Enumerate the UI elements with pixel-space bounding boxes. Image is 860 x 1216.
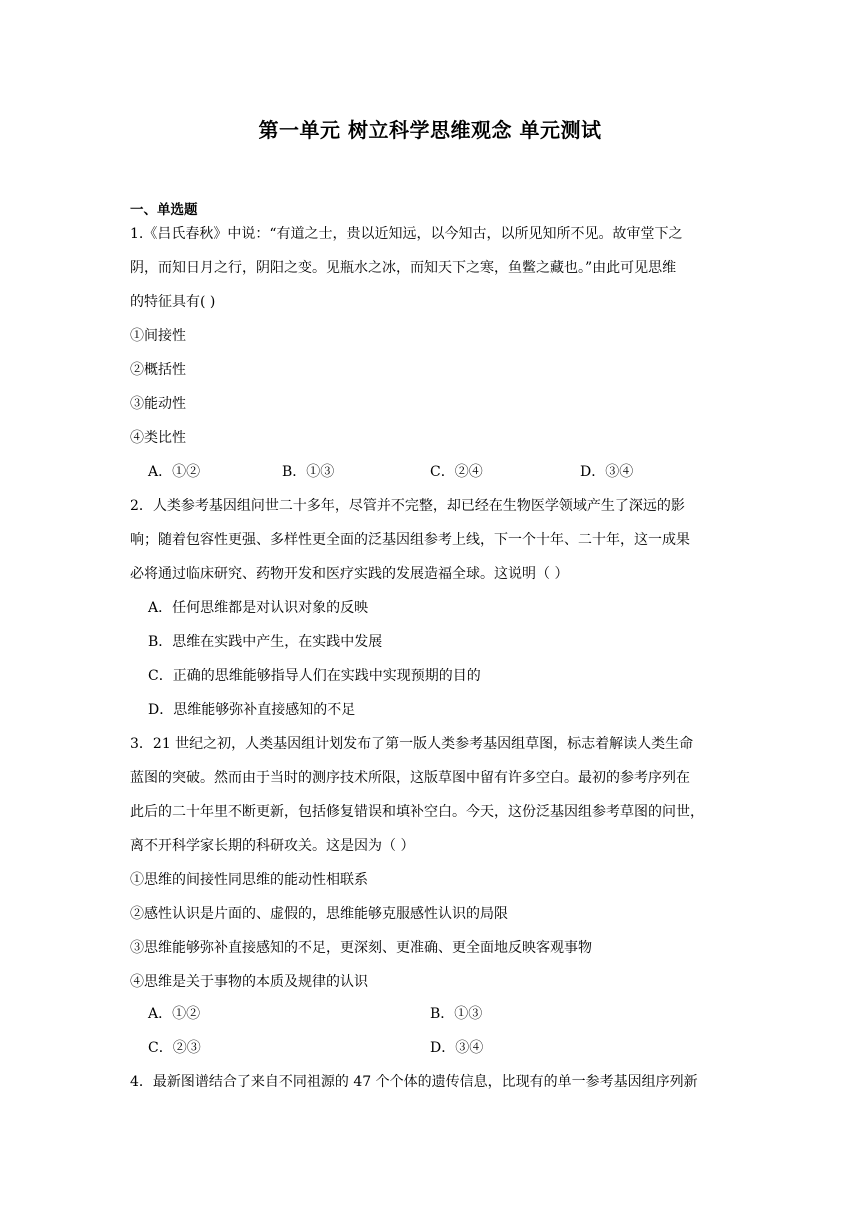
question-1-item: ④类比性 (130, 430, 186, 446)
question-3-line: 3．21 世纪之初，人类基因组计划发布了第一版人类参考基因组草图，标志着解读人类生命 (130, 736, 694, 752)
question-2-line: 2．人类参考基因组问世二十多年，尽管并不完整，却已经在生物医学领域产生了深远的影 (130, 498, 685, 514)
question-3-item: ④思维是关于事物的本质及规律的认识 (130, 974, 368, 990)
question-3-option-a: A．①② (148, 1006, 201, 1022)
question-1-line: 的特征具有( ) (130, 294, 216, 310)
question-2-line: 必将通过临床研究、药物开发和医疗实践的发展造福全球。这说明（ ） (130, 566, 569, 582)
question-3-item: ③思维能够弥补直接感知的不足，更深刻、更准确、更全面地反映客观事物 (130, 940, 592, 956)
question-2-option-b: B．思维在实践中产生，在实践中发展 (148, 634, 383, 650)
question-1-option-d: D．③④ (580, 464, 634, 480)
question-1-option-a: A．①② (148, 464, 201, 480)
question-1-item: ②概括性 (130, 362, 186, 378)
question-2-line: 响；随着包容性更强、多样性更全面的泛基因组参考上线，下一个十年、二十年，这一成果 (130, 532, 690, 548)
question-1-line: 1.《吕氏春秋》中说：“有道之士，贵以近知远，以今知古，以所见知所不见。故审堂下之 (130, 226, 683, 242)
question-3-line: 离不开科学家长期的科研攻关。这是因为（ ） (130, 838, 415, 854)
question-3-option-c: C．②③ (148, 1040, 201, 1056)
section-heading: 一、单选题 (130, 202, 198, 218)
question-1-item: ①间接性 (130, 328, 186, 344)
question-2-option-a: A．任何思维都是对认识对象的反映 (148, 600, 369, 616)
question-3-line: 此后的二十年里不断更新，包括修复错误和填补空白。今天，这份泛基因组参考草图的问世， (130, 804, 704, 820)
page-title: 第一单元 树立科学思维观念 单元测试 (258, 118, 602, 142)
question-2-option-d: D．思维能够弥补直接感知的不足 (148, 702, 356, 718)
question-1-option-c: C．②④ (430, 464, 483, 480)
question-3-item: ①思维的间接性同思维的能动性相联系 (130, 872, 368, 888)
question-3-option-b: B．①③ (430, 1006, 483, 1022)
question-3-item: ②感性认识是片面的、虚假的，思维能够克服感性认识的局限 (130, 906, 508, 922)
question-1-option-b: B．①③ (282, 464, 335, 480)
question-3-line: 蓝图的突破。然而由于当时的测序技术所限，这版草图中留有许多空白。最初的参考序列在 (130, 770, 690, 786)
question-4-line: 4．最新图谱结合了来自不同祖源的 47 个个体的遗传信息，比现有的单一参考基因组序列新 (130, 1074, 698, 1090)
question-2-option-c: C．正确的思维能够指导人们在实践中实现预期的目的 (148, 668, 481, 684)
question-1-item: ③能动性 (130, 396, 186, 412)
question-3-option-d: D．③④ (430, 1040, 484, 1056)
question-1-line: 阴，而知日月之行，阴阳之变。见瓶水之冰，而知天下之寒，鱼鳖之藏也。”由此可见思维 (130, 260, 677, 276)
